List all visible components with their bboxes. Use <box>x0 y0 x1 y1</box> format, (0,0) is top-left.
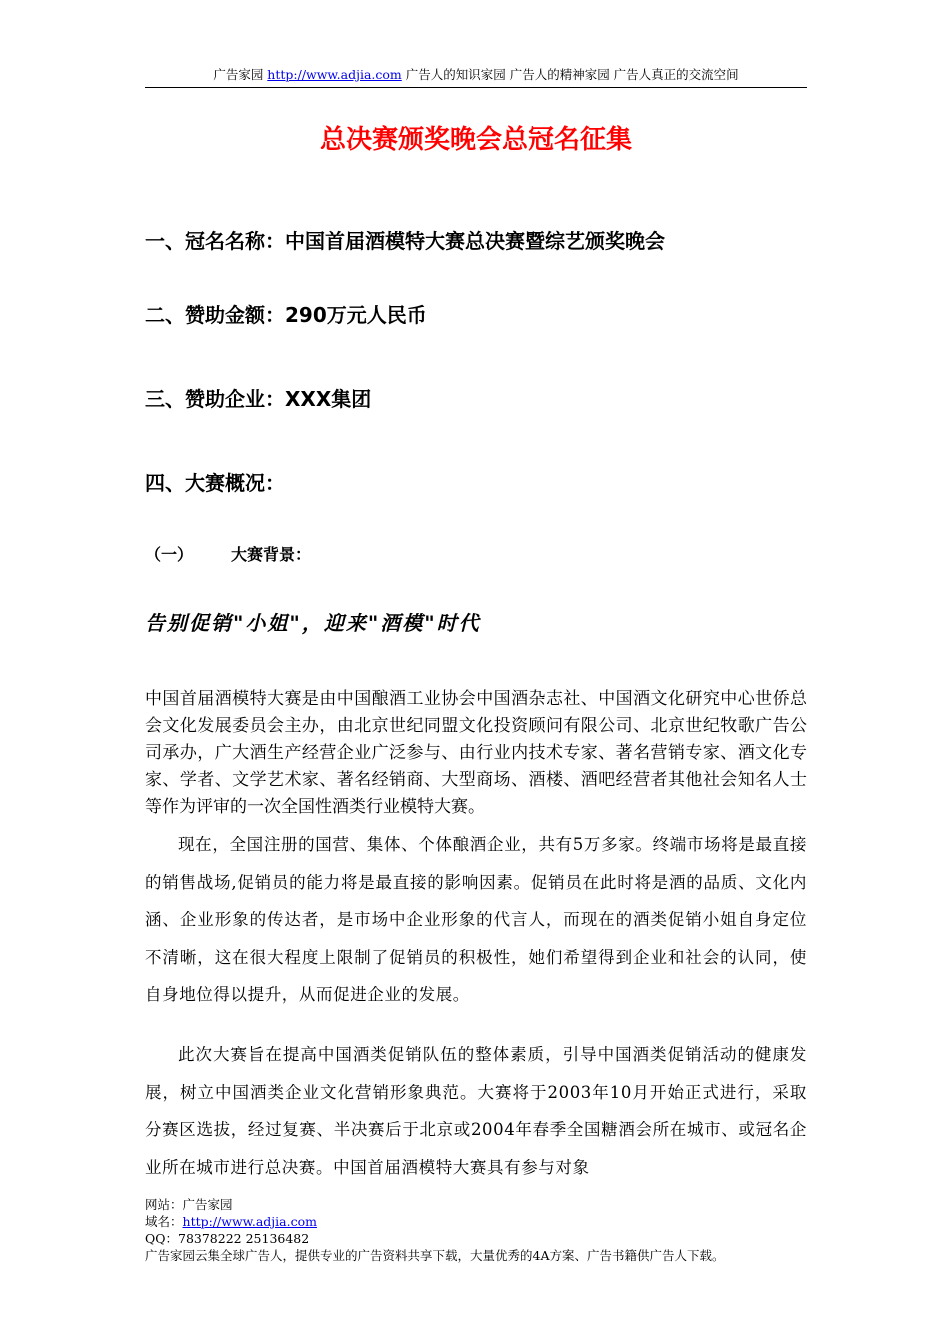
section-heading-overview: 四、大赛概况： <box>145 471 285 495</box>
header-prefix: 广告家园 <box>213 67 268 82</box>
header-divider <box>145 87 807 88</box>
footer-domain-label: 域名： <box>145 1214 183 1229</box>
header-suffix: 广告人的知识家园 广告人的精神家园 广告人真正的交流空间 <box>401 67 739 82</box>
header-site-link[interactable]: http://www.adjia.com <box>267 67 402 82</box>
subsection-heading-background <box>145 542 311 568</box>
paragraph-market: 现在，全国注册的国营、集体、个体酿酒企业，共有5万多家。终端市场将是最直接的销售战场,促销员的能力将是最直接的影响因素。促销员在此时将是酒的品质、文化内涵、企业形象的传达者，是市场中企业形象的代言人，而现在的酒类促销小姐自身定位不清晰，这在很大程度上限制了促销员的积极性，她们希望得到企业和社会的认同，使自身地位得以提升，从而促进企业的发展。 <box>145 835 807 1004</box>
footer-domain <box>145 1213 815 1230</box>
footer-tagline: 广告家园云集全球广告人，提供专业的广告资料共享下载，大量优秀的4A方案、广告书籍供广告人下载。 <box>145 1248 725 1263</box>
page-header <box>145 66 807 84</box>
section-heading-amount: 二、赞助金额：290万元人民币 <box>145 303 427 327</box>
page-footer <box>145 1196 815 1264</box>
paragraph-intro: 中国首届酒模特大赛是由中国酿酒工业协会中国酒杂志社、中国酒文化研究中心世侨总会文化发展委员会主办，由北京世纪同盟文化投资顾问有限公司、北京世纪牧歌广告公司承办，广大酒生产经营企业广泛参与、由行业内技术专家、著名营销专家、酒文化专家、学者、文学艺术家、著名经销商、大型商场、酒楼、酒吧经营者其他社会知名人士等作为评审的一次全国性酒类行业模特大赛。 <box>145 689 807 817</box>
slogan-heading: 告别促销"小姐"，迎来"酒模"时代 <box>145 611 481 635</box>
footer-qq: QQ：78378222 25136482 <box>145 1231 310 1246</box>
footer-domain-link[interactable]: http://www.adjia.com <box>182 1214 317 1229</box>
subsection-label: 大赛背景： <box>231 545 312 564</box>
document-title: 总决赛颁奖晚会总冠名征集 <box>319 125 632 155</box>
section-heading-sponsor: 三、赞助企业：XXX集团 <box>145 387 372 411</box>
footer-site: 网站：广告家园 <box>145 1197 233 1212</box>
subsection-number: （一） <box>145 545 194 564</box>
section-heading-naming: 一、冠名名称：中国首届酒模特大赛总决赛暨综艺颁奖晚会 <box>145 229 665 253</box>
paragraph-purpose: 此次大赛旨在提高中国酒类促销队伍的整体素质，引导中国酒类促销活动的健康发展，树立中国酒类企业文化营销形象典范。大赛将于2003年10月开始正式进行，采取分赛区选拔，经过复赛、半决赛后于北京或2004年春季全国糖酒会所在城市、或冠名企业所在城市进行总决赛。中国首届酒模特大赛具有参与对象 <box>145 1045 807 1177</box>
